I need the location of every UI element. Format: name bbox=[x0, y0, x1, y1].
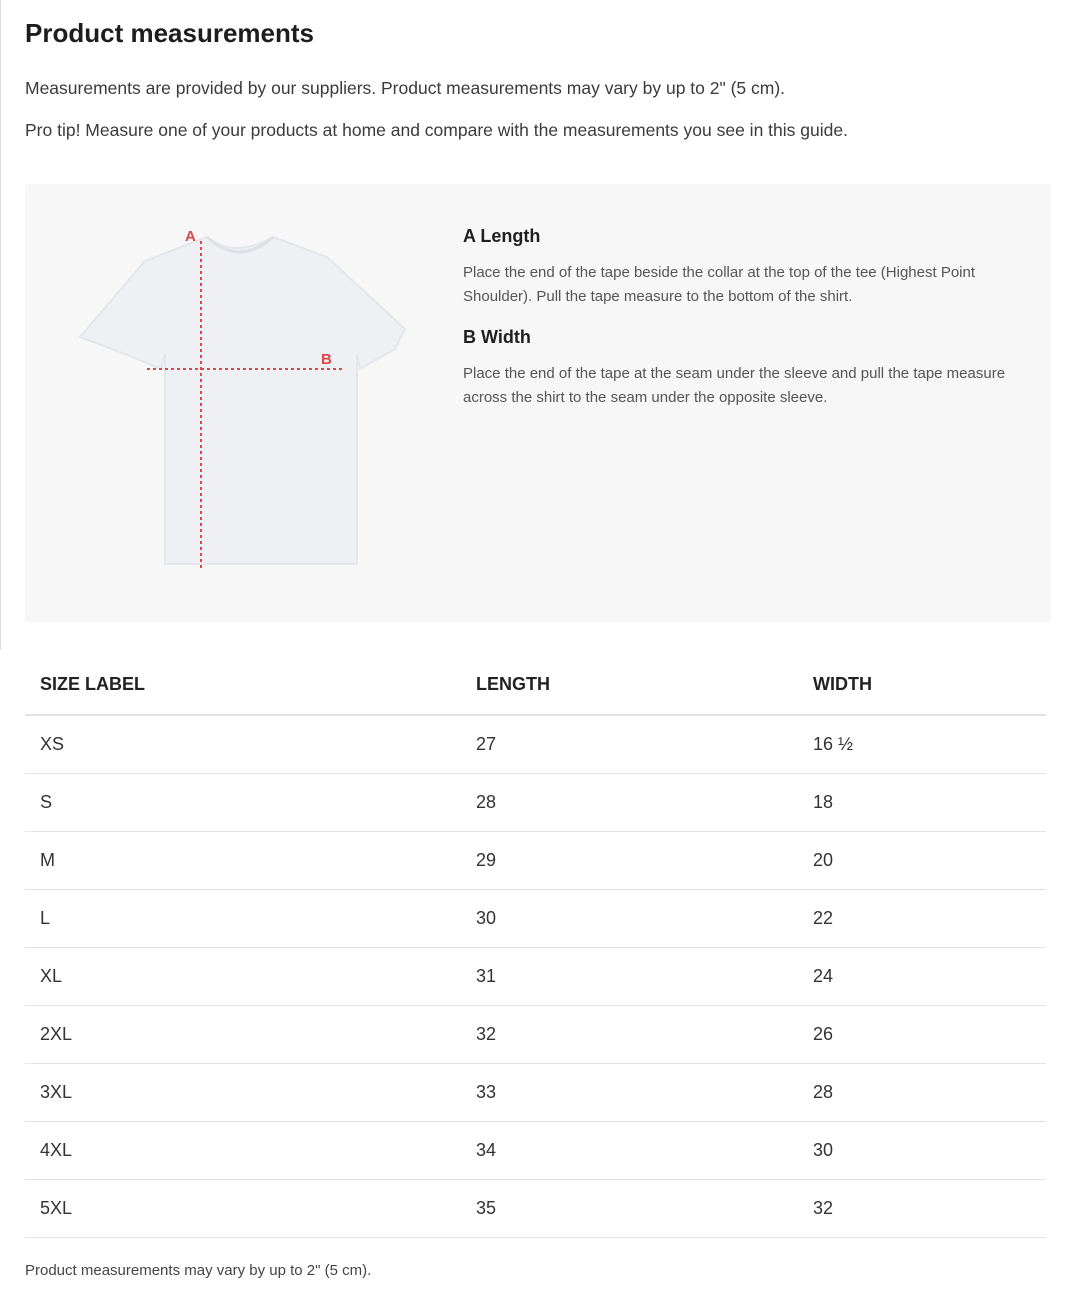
left-border bbox=[0, 0, 1, 650]
cell-size: S bbox=[25, 774, 461, 832]
pro-tip-text: Pro tip! Measure one of your products at home and compare with the measurements you see in this guide. bbox=[25, 120, 848, 140]
cell-size: 5XL bbox=[25, 1180, 461, 1238]
table-row bbox=[25, 832, 1046, 890]
table-row bbox=[25, 1122, 1046, 1180]
cell-width: 24 bbox=[798, 948, 1046, 1006]
cell-length: 34 bbox=[461, 1122, 798, 1180]
column-header-width: WIDTH bbox=[798, 655, 1046, 715]
marker-b: B bbox=[321, 351, 332, 368]
cell-width: 32 bbox=[798, 1180, 1046, 1238]
cell-size: XS bbox=[25, 715, 461, 774]
cell-length: 33 bbox=[461, 1064, 798, 1122]
cell-size: 4XL bbox=[25, 1122, 461, 1180]
column-header-size: SIZE LABEL bbox=[25, 655, 461, 715]
length-description: Place the end of the tape beside the collar at the top of the tee (Highest Point Shoulder). Pull the tape measure to the bottom of the shirt. bbox=[463, 264, 976, 305]
cell-width: 20 bbox=[798, 832, 1046, 890]
cell-length: 30 bbox=[461, 890, 798, 948]
cell-size: M bbox=[25, 832, 461, 890]
cell-width: 28 bbox=[798, 1064, 1046, 1122]
cell-length: 28 bbox=[461, 774, 798, 832]
width-heading: B Width bbox=[463, 327, 531, 347]
cell-size: XL bbox=[25, 948, 461, 1006]
cell-width: 22 bbox=[798, 890, 1046, 948]
marker-a: A bbox=[185, 228, 196, 245]
table-row bbox=[25, 890, 1046, 948]
footnote: Product measurements may vary by up to 2" (5 cm). bbox=[25, 1262, 372, 1279]
cell-length: 31 bbox=[461, 948, 798, 1006]
cell-length: 35 bbox=[461, 1180, 798, 1238]
table-header-row bbox=[25, 655, 1046, 715]
cell-size: 3XL bbox=[25, 1064, 461, 1122]
intro-text: Measurements are provided by our suppliers. Product measurements may vary by up to 2" (5 cm). bbox=[25, 78, 786, 98]
table-row bbox=[25, 948, 1046, 1006]
table-row bbox=[25, 715, 1046, 774]
table-row bbox=[25, 1180, 1046, 1238]
measurement-instructions bbox=[463, 226, 1023, 428]
column-header-length: LENGTH bbox=[461, 655, 798, 715]
cell-length: 29 bbox=[461, 832, 798, 890]
measurement-guide-panel bbox=[25, 184, 1051, 622]
cell-width: 18 bbox=[798, 774, 1046, 832]
cell-width: 30 bbox=[798, 1122, 1046, 1180]
cell-length: 32 bbox=[461, 1006, 798, 1064]
table-row bbox=[25, 1064, 1046, 1122]
tshirt-shape bbox=[80, 237, 405, 564]
cell-size: L bbox=[25, 890, 461, 948]
length-heading: A Length bbox=[463, 226, 541, 246]
page-title: Product measurements bbox=[25, 18, 314, 48]
cell-width: 16 ½ bbox=[798, 715, 1046, 774]
cell-size: 2XL bbox=[25, 1006, 461, 1064]
width-description: Place the end of the tape at the seam under the sleeve and pull the tape measure across the shirt to the seam under the opposite sleeve. bbox=[463, 365, 1006, 406]
tshirt-measurement-illustration bbox=[75, 219, 415, 579]
table-row bbox=[25, 1006, 1046, 1064]
cell-length: 27 bbox=[461, 715, 798, 774]
table-row bbox=[25, 774, 1046, 832]
cell-width: 26 bbox=[798, 1006, 1046, 1064]
size-chart-table bbox=[25, 655, 1046, 1238]
